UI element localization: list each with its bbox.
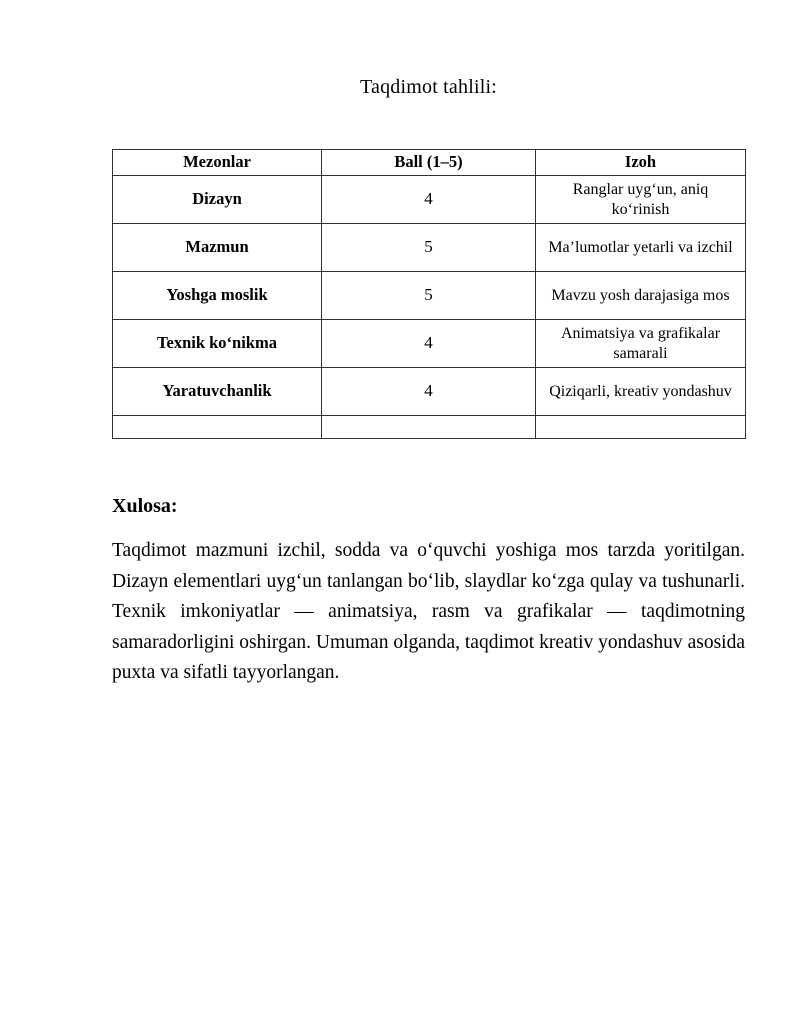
document-title: Taqdimot tahlili: xyxy=(360,76,497,98)
cell-ball: 4 xyxy=(322,368,536,416)
table-row xyxy=(113,176,746,224)
analysis-table xyxy=(112,149,746,439)
table-row xyxy=(113,368,746,416)
cell-mezon: Texnik ko‘nikma xyxy=(113,320,322,368)
cell-izoh: Animatsiya va grafikalar samarali xyxy=(536,320,746,368)
cell-izoh xyxy=(536,416,746,439)
cell-izoh: Qiziqarli, kreativ yondashuv xyxy=(536,368,746,416)
conclusion-paragraph: Taqdimot mazmuni izchil, sodda va o‘quvchi yoshiga mos tarzda yoritilgan. Dizayn elementlari uyg‘un tanlangan bo‘lib, slaydlar ko‘zga qulay va tushunarli. Texnik imkoniyatlar — animatsiya, rasm va grafikalar — taqdimotning samaradorligini oshirgan. Umuman olganda, taqdimot kreativ yondashuv asosida puxta va sifatli tayyorlangan. xyxy=(112,540,745,683)
table-row xyxy=(113,224,746,272)
column-header-mezonlar: Mezonlar xyxy=(113,150,322,176)
cell-ball: 5 xyxy=(322,224,536,272)
table-row xyxy=(113,272,746,320)
cell-mezon: Dizayn xyxy=(113,176,322,224)
cell-mezon: Mazmun xyxy=(113,224,322,272)
table-row xyxy=(113,320,746,368)
cell-mezon: Yoshga moslik xyxy=(113,272,322,320)
cell-mezon xyxy=(113,416,322,439)
cell-ball xyxy=(322,416,536,439)
column-header-izoh: Izoh xyxy=(536,150,746,176)
cell-mezon: Yaratuvchanlik xyxy=(113,368,322,416)
table-header-row xyxy=(113,150,746,176)
cell-ball: 5 xyxy=(322,272,536,320)
cell-izoh: Ma’lumotlar yetarli va izchil xyxy=(536,224,746,272)
cell-izoh: Mavzu yosh darajasiga mos xyxy=(536,272,746,320)
column-header-ball: Ball (1–5) xyxy=(322,150,536,176)
cell-ball: 4 xyxy=(322,320,536,368)
table-row-empty xyxy=(113,416,746,439)
cell-ball: 4 xyxy=(322,176,536,224)
cell-izoh: Ranglar uyg‘un, aniq ko‘rinish xyxy=(536,176,746,224)
conclusion-heading: Xulosa: xyxy=(112,495,178,517)
